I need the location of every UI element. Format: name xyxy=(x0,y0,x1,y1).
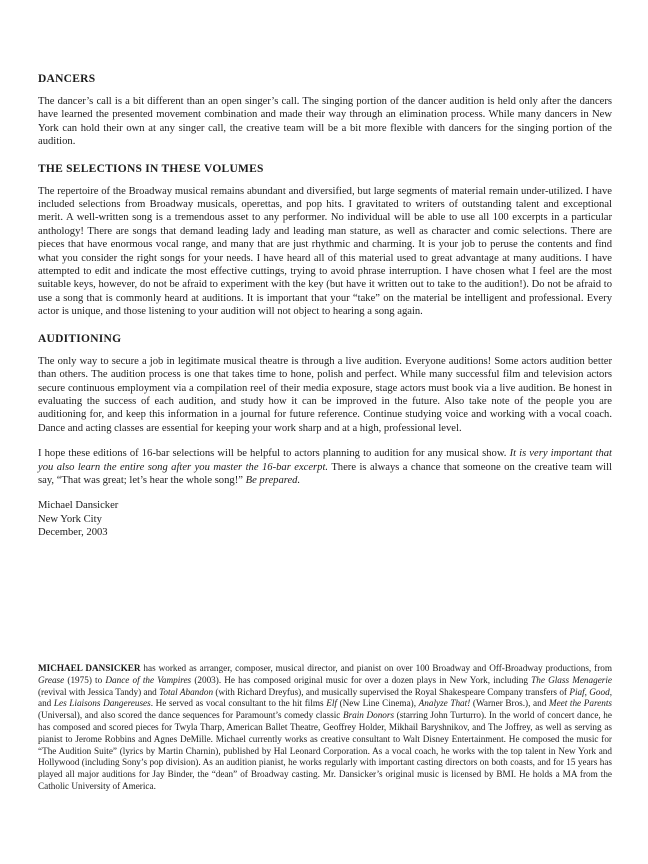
section-heading-selections: THE SELECTIONS IN THESE VOLUMES xyxy=(38,162,264,175)
section-heading-auditioning: AUDITIONING xyxy=(38,332,122,345)
section-auditioning xyxy=(38,333,612,488)
author-bio-paragraph: MICHAEL DANSICKER has worked as arranger, composer, musical director, and pianist on over 100 Broadway and Off-Broadway productions, from Grease (1975) to Dance of the Vampires (2003). He has composed original music for over a dozen plays in New York, including The Glass Menagerie (revival with Jessica Tandy) and Total Abandon (with Richard Dreyfus), and musically supervised the Royal Shakespeare Company transfers of Piaf, Good, and Les Liaisons Dangereuses. He served as vocal consultant to the hit films Elf (New Line Cinema), Analyze That! (Warner Bros.), and Meet the Parents (Universal), and also scored the dance sequences for Paramount’s comedy classic Brain Donors (starring John Turturro). In the world of concert dance, he has composed and scored pieces for Twyla Tharp, American Ballet Theatre, Geoffrey Holder, Mikhail Baryshnikov, and The Joffrey, as well as serving as pianist to Jerome Robbins and Agnes DeMille. Michael currently works as creative consultant to Walt Disney Entertainment. He composed the music for “The Audition Suite” (lyrics by Martin Charnin), published by Hal Leonard Corporation. As a vocal coach, he works with the top talent in New York and Hollywood (including Sony’s pop division). As an audition pianist, he works regularly with important casting directors on both coasts, and for 15 years has played all major auditions for Jay Binder, the “dean” of Broadway casting. Mr. Dansicker’s original music is licensed by BMI. He holds a MA from the Catholic University of America. xyxy=(38,663,613,791)
signature-name: Michael Dansicker xyxy=(38,500,119,512)
signature-city: New York City xyxy=(38,513,102,525)
paragraph-dancers: The dancer’s call is a bit different than an open singer’s call. The singing portion of the dancer audition is held only after the dancers have learned the presented movement combination and made their way through an elimination process. While many dancers in New York can hold their own at any singer call, the creative team will be a bit more flexible with dancers for the singing portion of the audition. xyxy=(38,96,612,148)
page-content xyxy=(38,73,612,540)
section-dancers xyxy=(38,73,612,149)
section-heading-dancers: DANCERS xyxy=(38,73,96,85)
paragraph-selections: The repertoire of the Broadway musical remains abundant and diversified, but large segments of material remain under-utilized. I have included selections from Broadway musicals, operettas, and pop hits. I gravitated to writers of outstanding talent and exceptional merit. A well-written song is a tremendous asset to any performer. No individual will be able to use all 100 excerpts in a particular anthology! There are songs that demand leading lady and leading man stature, as well as character and comic selections. There are pieces that have enormous vocal range, and many that are just rhythmic and charming. It is your job to peruse the contents and find what you consider the right songs for your needs. I have heard all of this material used to great advantage at many auditions. I have attempted to edit and indicate the most effective cuttings, trying to avoid phrase interruption. I have chosen what I feel are the most suitable keys, however, do not be afraid to experiment with the key (but have it written out to take to the audition!). Do not be afraid to use a song that is commonly heard at auditions. It is important that your “take” on the material be intelligent and professional. Every actor is unique, and those listening to your audition will not object to hearing a song again. xyxy=(38,185,612,318)
paragraph-sixteen-bar-advice: I hope these editions of 16-bar selections will be helpful to actors planning to audition for any musical show. It is very important that you also learn the entire song after you master the 16-bar excerpt. There is always a chance that someone on the creative team will say, “That was great; let’s hear the whole song!” Be prepared. xyxy=(38,448,613,486)
paragraph-auditioning: The only way to secure a job in legitimate musical theatre is through a live audition. Everyone auditions! Some actors audition better than others. The audition process is one that takes time to hone, polish and perfect. While many successful film and television actors secure continuous employment via a compilation reel of their media exposure, stage actors must book via a live audition. Be honest in evaluating the success of each audition, and study how it can be improved in the future. Also take note of the people you are auditioning for, and keep this information in a journal for future reference. Continue studying voice and working with a vocal coach. Dance and acting classes are essential for keeping your work sharp and at a high, professional level. xyxy=(38,355,612,434)
section-selections xyxy=(38,163,612,319)
signature-date: December, 2003 xyxy=(38,527,108,539)
signature-block xyxy=(38,499,612,539)
